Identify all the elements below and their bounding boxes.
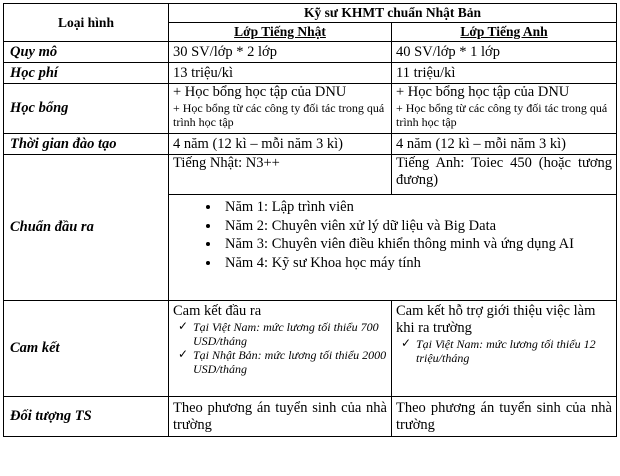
row-label-commitment: Cam kết <box>4 301 169 397</box>
commitment-japanese-title: Cam kết đầu ra <box>173 303 262 319</box>
row-label-duration: Thời gian đào tạo <box>4 134 169 155</box>
scale-japanese: 30 SV/lớp * 2 lớp <box>169 42 392 63</box>
list-item: • Năm 1: Lập trình viên <box>221 198 612 217</box>
outcome-role-list <box>173 198 612 272</box>
list-item: • Năm 4: Kỹ sư Khoa học máy tính <box>221 254 612 273</box>
check-icon: ✓ <box>178 347 189 361</box>
target-japanese: Theo phương án tuyển sinh của nhà trường <box>169 397 392 437</box>
scale-english: 40 SV/lớp * 1 lớp <box>392 42 617 63</box>
outcome-japanese: Tiếng Nhật: N3++ <box>169 155 392 195</box>
scholarship-japanese-line-1: + Học bổng học tập của DNU <box>173 84 347 100</box>
row-commitment <box>4 301 617 397</box>
commitment-english-list <box>396 337 612 365</box>
row-scholarship <box>4 84 617 134</box>
list-item: • Năm 2: Chuyên viên xử lý dữ liệu và Big Data <box>221 217 612 236</box>
list-item <box>173 348 387 376</box>
program-comparison-table <box>3 3 617 437</box>
header-row-1 <box>4 4 617 23</box>
duration-japanese: 4 năm (12 kì – mỗi năm 3 kì) <box>169 134 392 155</box>
row-outcome-language <box>4 155 617 195</box>
scholarship-english <box>392 84 617 134</box>
duration-english: 4 năm (12 kì – mỗi năm 3 kì) <box>392 134 617 155</box>
row-label-tuition: Học phí <box>4 63 169 84</box>
program-title-header: Kỹ sư KHMT chuẩn Nhật Bản <box>169 4 617 23</box>
commitment-japanese-item-1: Tại Việt Nam: mức lương tối thiểu 700 USD/tháng <box>193 320 379 348</box>
row-scale <box>4 42 617 63</box>
outcome-english: Tiếng Anh: Toiec 450 (hoặc tương đương) <box>392 155 617 195</box>
row-label-scholarship: Học bổng <box>4 84 169 134</box>
list-item <box>173 320 387 348</box>
commitment-english-title: Cam kết hỗ trợ giới thiệu việc làm khi ra trường <box>396 303 596 336</box>
commitment-japanese <box>169 301 392 397</box>
row-label-target: Đối tượng TS <box>4 397 169 437</box>
tuition-english: 11 triệu/kì <box>392 63 617 84</box>
list-item: • Năm 3: Chuyên viên điều khiển thông minh và ứng dụng AI <box>221 235 612 254</box>
outcome-roles <box>169 195 617 301</box>
scholarship-english-line-1: + Học bổng học tập của DNU <box>396 84 570 100</box>
check-icon: ✓ <box>401 336 412 350</box>
check-icon: ✓ <box>178 319 189 333</box>
scholarship-english-line-2: + Học bổng từ các công ty đối tác trong quá trình học tập <box>396 101 608 129</box>
row-target <box>4 397 617 437</box>
commitment-japanese-item-2: Tại Nhật Bản: mức lương tối thiểu 2000 USD/tháng <box>193 348 387 376</box>
scholarship-japanese-line-2: + Học bổng từ các công ty đối tác trong quá trình học tập <box>173 101 385 129</box>
commitment-japanese-list <box>173 320 387 376</box>
target-english: Theo phương án tuyển sinh của nhà trường <box>392 397 617 437</box>
list-item <box>396 337 612 365</box>
japanese-class-header: Lớp Tiếng Nhật <box>169 23 392 42</box>
row-label-scale: Quy mô <box>4 42 169 63</box>
row-duration <box>4 134 617 155</box>
row-tuition <box>4 63 617 84</box>
tuition-japanese: 13 triệu/kì <box>169 63 392 84</box>
english-class-header: Lớp Tiếng Anh <box>392 23 617 42</box>
commitment-english <box>392 301 617 397</box>
scholarship-japanese <box>169 84 392 134</box>
type-header: Loại hình <box>4 4 169 42</box>
commitment-english-item-1: Tại Việt Nam: mức lương tối thiểu 12 triệu/tháng <box>416 337 596 365</box>
row-label-outcome: Chuẩn đầu ra <box>4 155 169 301</box>
